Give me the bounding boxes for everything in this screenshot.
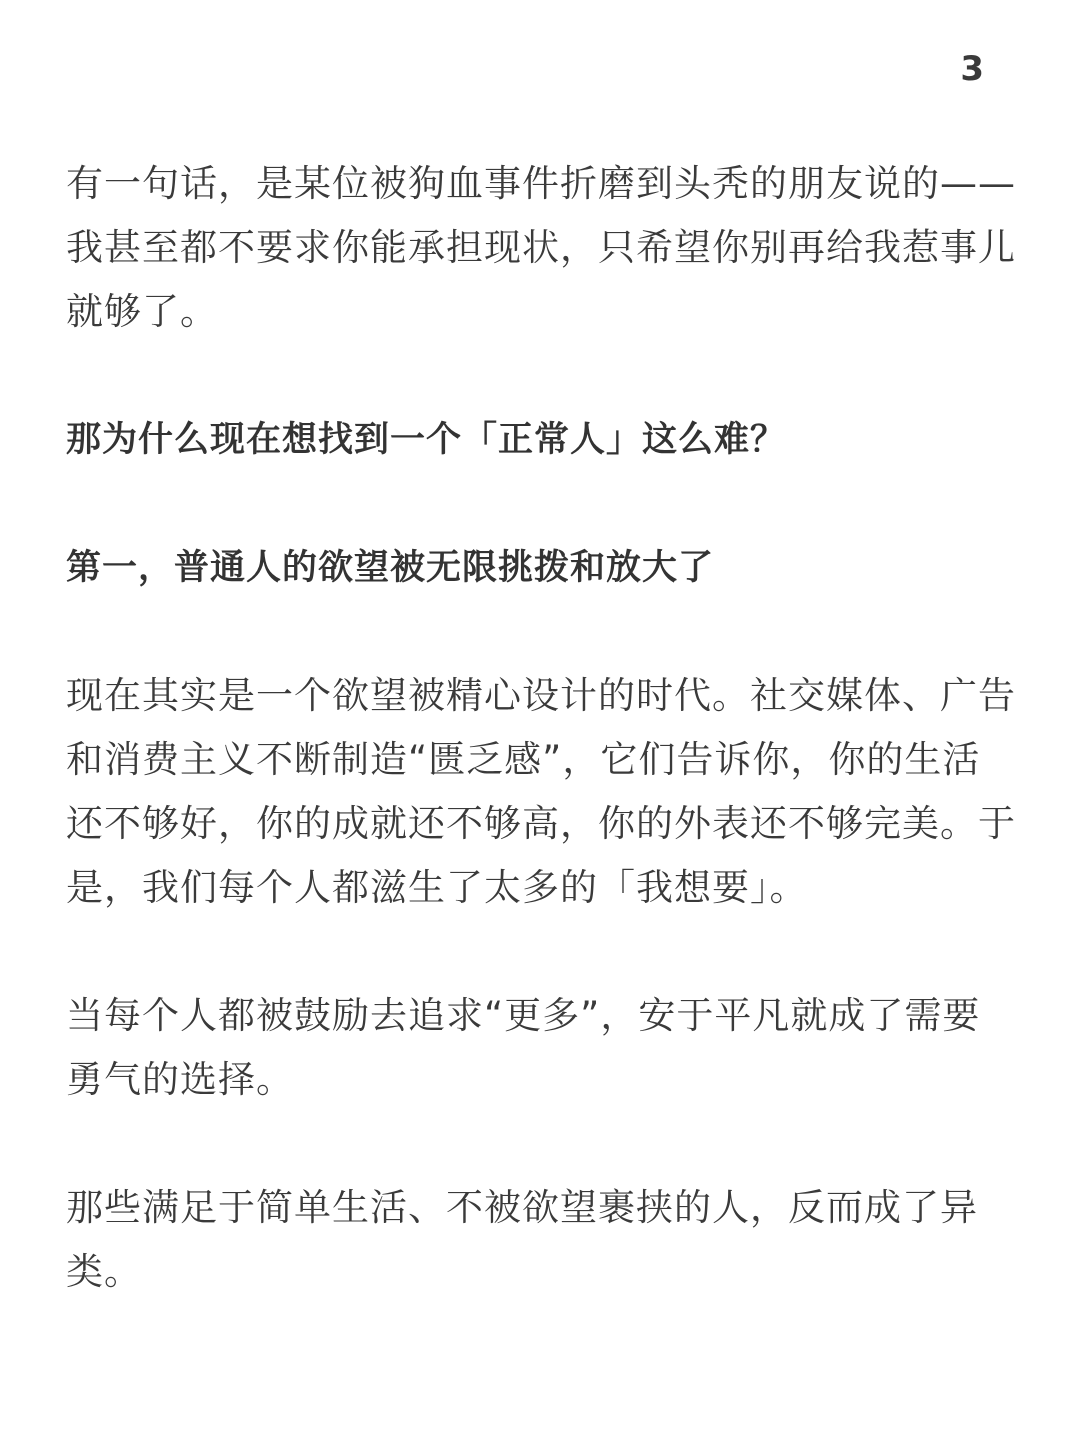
spacer bbox=[66, 472, 1018, 536]
paragraph-pursue-more: 当每个人都被鼓励去追求“更多”，安于平凡就成了需要勇气的选择。 bbox=[66, 994, 981, 1101]
section-first-heading: 第一，普通人的欲望被无限挑拨和放大了 bbox=[66, 548, 715, 588]
paragraph-quote: 有一句话，是某位被狗血事件折磨到头秃的朋友说的——我甚至都不要求你能承担现状，只希望你别再给我惹事儿就够了。 bbox=[66, 162, 1016, 333]
spacer bbox=[66, 920, 1018, 984]
spacer bbox=[66, 344, 1018, 408]
article-body bbox=[66, 152, 1018, 1304]
spacer bbox=[66, 600, 1018, 664]
section-question-heading: 那为什么现在想找到一个「正常人」这么难？ bbox=[66, 420, 787, 460]
page-number: 3 bbox=[960, 49, 984, 89]
spacer bbox=[66, 1112, 1018, 1176]
paragraph-outliers: 那些满足于简单生活、不被欲望裹挟的人，反而成了异类。 bbox=[66, 1186, 978, 1293]
paragraph-desire-era: 现在其实是一个欲望被精心设计的时代。社交媒体、广告和消费主义不断制造“匮乏感”，它们告诉你，你的生活还不够好，你的成就还不够高，你的外表还不够完美。于是，我们每个人都滋生了太多的「我想要」。 bbox=[66, 674, 1016, 909]
